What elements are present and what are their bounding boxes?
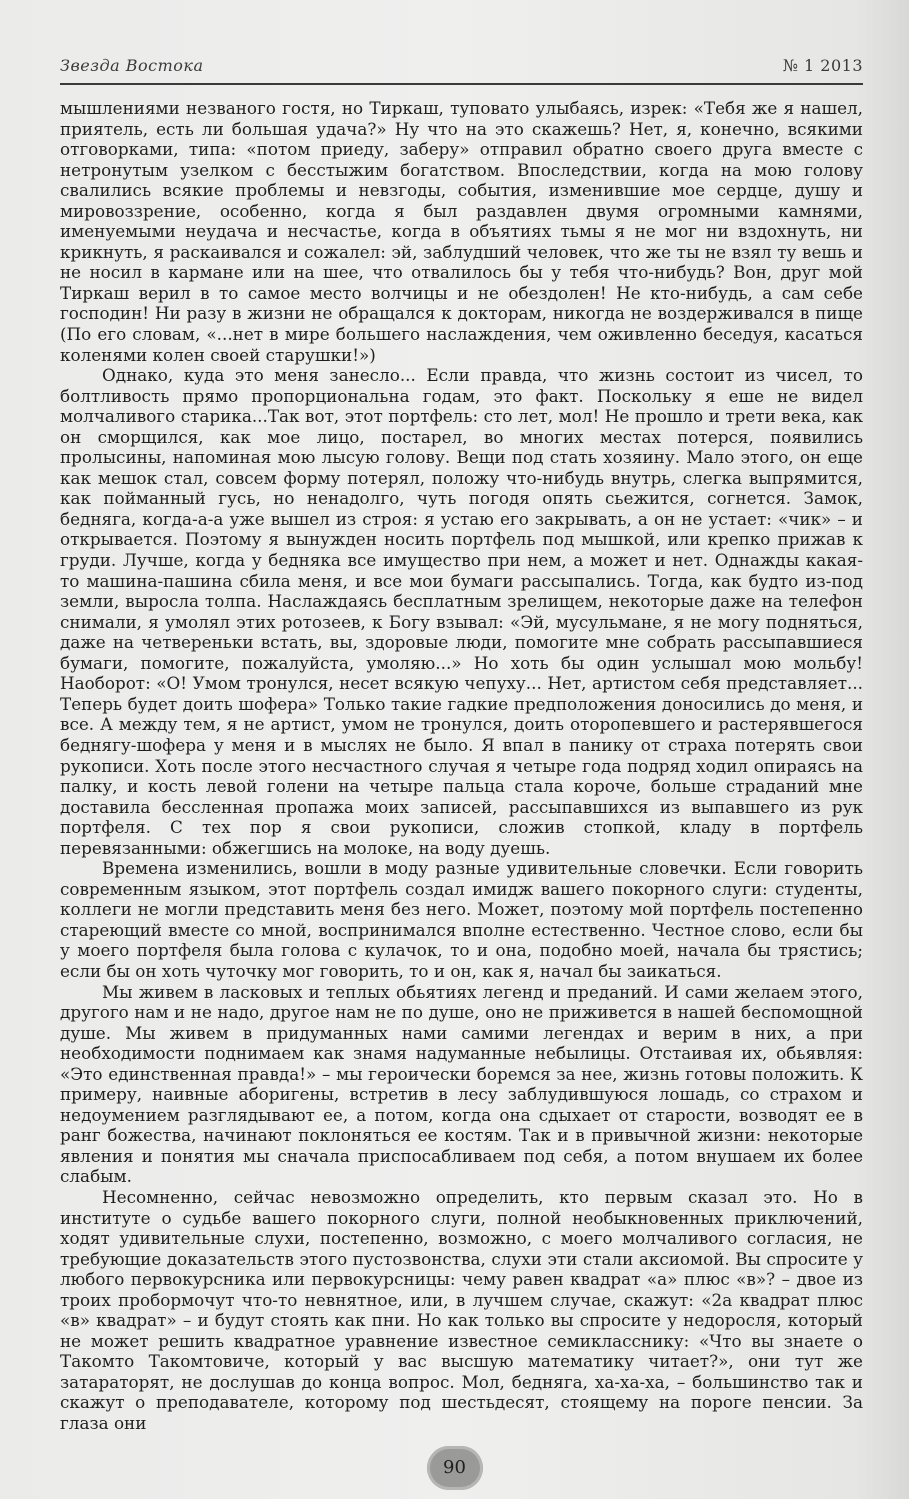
- journal-title: Звезда Востока: [60, 56, 204, 75]
- running-header: [60, 56, 863, 80]
- paragraph: Времена изменились, вошли в моду разные удивительные словечки. Если говорить современным языком, этот портфель создал имидж вашего покорного слуги: студенты, коллеги не могли представить меня без него. Может, поэтому мой портфель постепенно стареющий вместе со мной, воспринимался вполне естественно. Честное слово, если бы у моего портфеля была голова с кулачок, то и она, подобно моей, начала бы трястись; если бы он хоть чуточку мог говорить, то и он, как я, начал бы заикаться.: [60, 858, 863, 981]
- header-rule: [60, 83, 863, 85]
- paragraph: Однако, куда это меня занесло... Если правда, что жизнь состоит из чисел, то болтливость прямо пропорциональна годам, это факт. Поскольку я еше не видел молчаливого старика...Так вот, этот портфель: сто лет, мол! Не прошло и трети века, как он сморщился, как мое лицо, постарел, во многих местах потерся, появились пролысины, напоминая мою лысую голову. Вещи под стать хозяину. Мало этого, он еще как мешок стал, совсем форму потерял, положу что-нибудь внутрь, слегка выпрямится, как пойманный гусь, но ненадолго, чуть погодя опять сьежится, согнется. Замок, бедняга, когда-а-а уже вышел из строя: я устаю его закрывать, а он не устает: «чик» – и открывается. Поэтому я вынужден носить портфель под мышкой, или крепко прижав к груди. Лучше, когда у бедняка все имущество при нем, а может и нет. Однажды какая-то машина-пашина сбила меня, и все мои бумаги рассыпались. Тогда, как будто из-под земли, выросла толпа. Наслаждаясь бесплатным зрелищем, некоторые даже на телефон снимали, я умолял этих ротозеев, к Богу взывал: «Эй, мусульмане, я не могу подняться, даже на четвереньки встать, вы, здоровые люди, помогите мне собрать рассыпавшиеся бумаги, помогите, пожалуйста, умоляю...» Но хоть бы один услышал мою мольбу! Наоборот: «О! Умом тронулся, несет всякую чепуху... Нет, артистом себя представляет... Теперь будет доить шофера» Только такие гадкие предположения доносились до меня, и все. А между тем, я не артист, умом не тронулся, доить оторопевшего и растерявшегося беднягу-шофера у меня и в мыслях не было. Я впал в панику от страха потерять свои рукописи. Хоть после этого несчастного случая я четыре года подряд ходил опираясь на палку, и кость левой голени на четыре пальца стала короче, больше страданий мне доставила бессленная пропажа моих записей, рассыпавшихся из выпавшего из рук портфеля. С тех пор я свои рукописи, сложив стопкой, кладу в портфель перевязанными: обжегшись на молоке, на воду дуешь.: [60, 365, 863, 858]
- page-footer: [0, 1446, 909, 1490]
- paragraph: Мы живем в ласковых и теплых обьятиях легенд и преданий. И сами желаем этого, другого нам и не надо, другое нам не по душе, оно не приживется в нашей беспомощной душе. Мы живем в придуманных нами самими легендах и верим в них, а при необходимости поднимаем как знамя надуманные небылицы. Отстаивая их, обьявляя: «Это единственная правда!» – мы героически боремся за нее, жизнь готовы положить. К примеру, наивные аборигены, встретив в лесу заблудившуюся лошадь, со страхом и недоумением разглядывают ее, а потом, когда она сдыхает от старости, возводят ее в ранг божества, начинают поклоняться ее костям. Так и в привычной жизни: некоторые явления и понятия мы сначала приспосабливаем под себя, а потом внушаем их более слабым.: [60, 981, 863, 1187]
- paragraph: Несомненно, сейчас невозможно определить, кто первым сказал это. Но в институте о судьбе вашего покорного слуги, полной необыкновенных приключений, ходят удивительные слухи, постепенно, возможно, с моего молчаливого согласия, не требующие доказательств этого пустозвонства, слухи эти стали аксиомой. Вы спросите у любого первокурсника или первокурсницы: чему равен квадрат «а» плюс «в»? – двое из троих пробормочут что-то невнятное, или, в лучшем случае, скажут: «2а квадрат плюс «в» квадрат» – и будут стоять как пни. Но как только вы спросите у недоросля, который не может решить квадратное уравнение известное семикласснику: «Что вы знаете о Такомто Такомтовиче, который у вас высшую математику читает?», они тут же затараторят, не дослушав до конца вопрос. Мол, бедняга, ха-ха-ха, – большинство так и скажут о преподавателе, которому под шестьдесят, стоящему на пороге пенсии. За глаза они: [60, 1186, 863, 1433]
- article-body: [60, 98, 863, 1434]
- page-number: 90: [443, 1457, 466, 1478]
- paragraph: мышлениями незваного гостя, но Тиркаш, туповато улыбаясь, изрек: «Тебя же я нашел, приятель, есть ли большая удача?» Ну что на это скажешь? Нет, я, конечно, всякими отговорками, типа: «потом приеду, заберу» отправил обратно своего друга вместе с нетронутым узелком с бесстыжим богатством. Впоследствии, когда на мою голову свалились всякие проблемы и невзгоды, события, изменившие мое сердце, душу и мировоззрение, особенно, когда я был раздавлен двумя огромными камнями, именуемыми неудача и несчастье, когда в объятиях тьмы я не мог ни вздохнуть, ни крикнуть, я раскаивался и сожалел: эй, заблудший человек, что же ты не взял ту вешь и не носил в кармане или на шее, что отвалилось бы у тебя что-нибудь? Вон, друг мой Тиркаш верил в то самое место волчицы и не обездолен! Не кто-нибудь, а сам себе господин! Ни разу в жизни не обращался к докторам, никогда не воздерживался в пище (По его словам, «...нет в мире большего наслаждения, чем оживленно беседуя, касаться коленями колен своей старушки!»): [60, 98, 863, 365]
- issue-number: № 1 2013: [782, 56, 863, 75]
